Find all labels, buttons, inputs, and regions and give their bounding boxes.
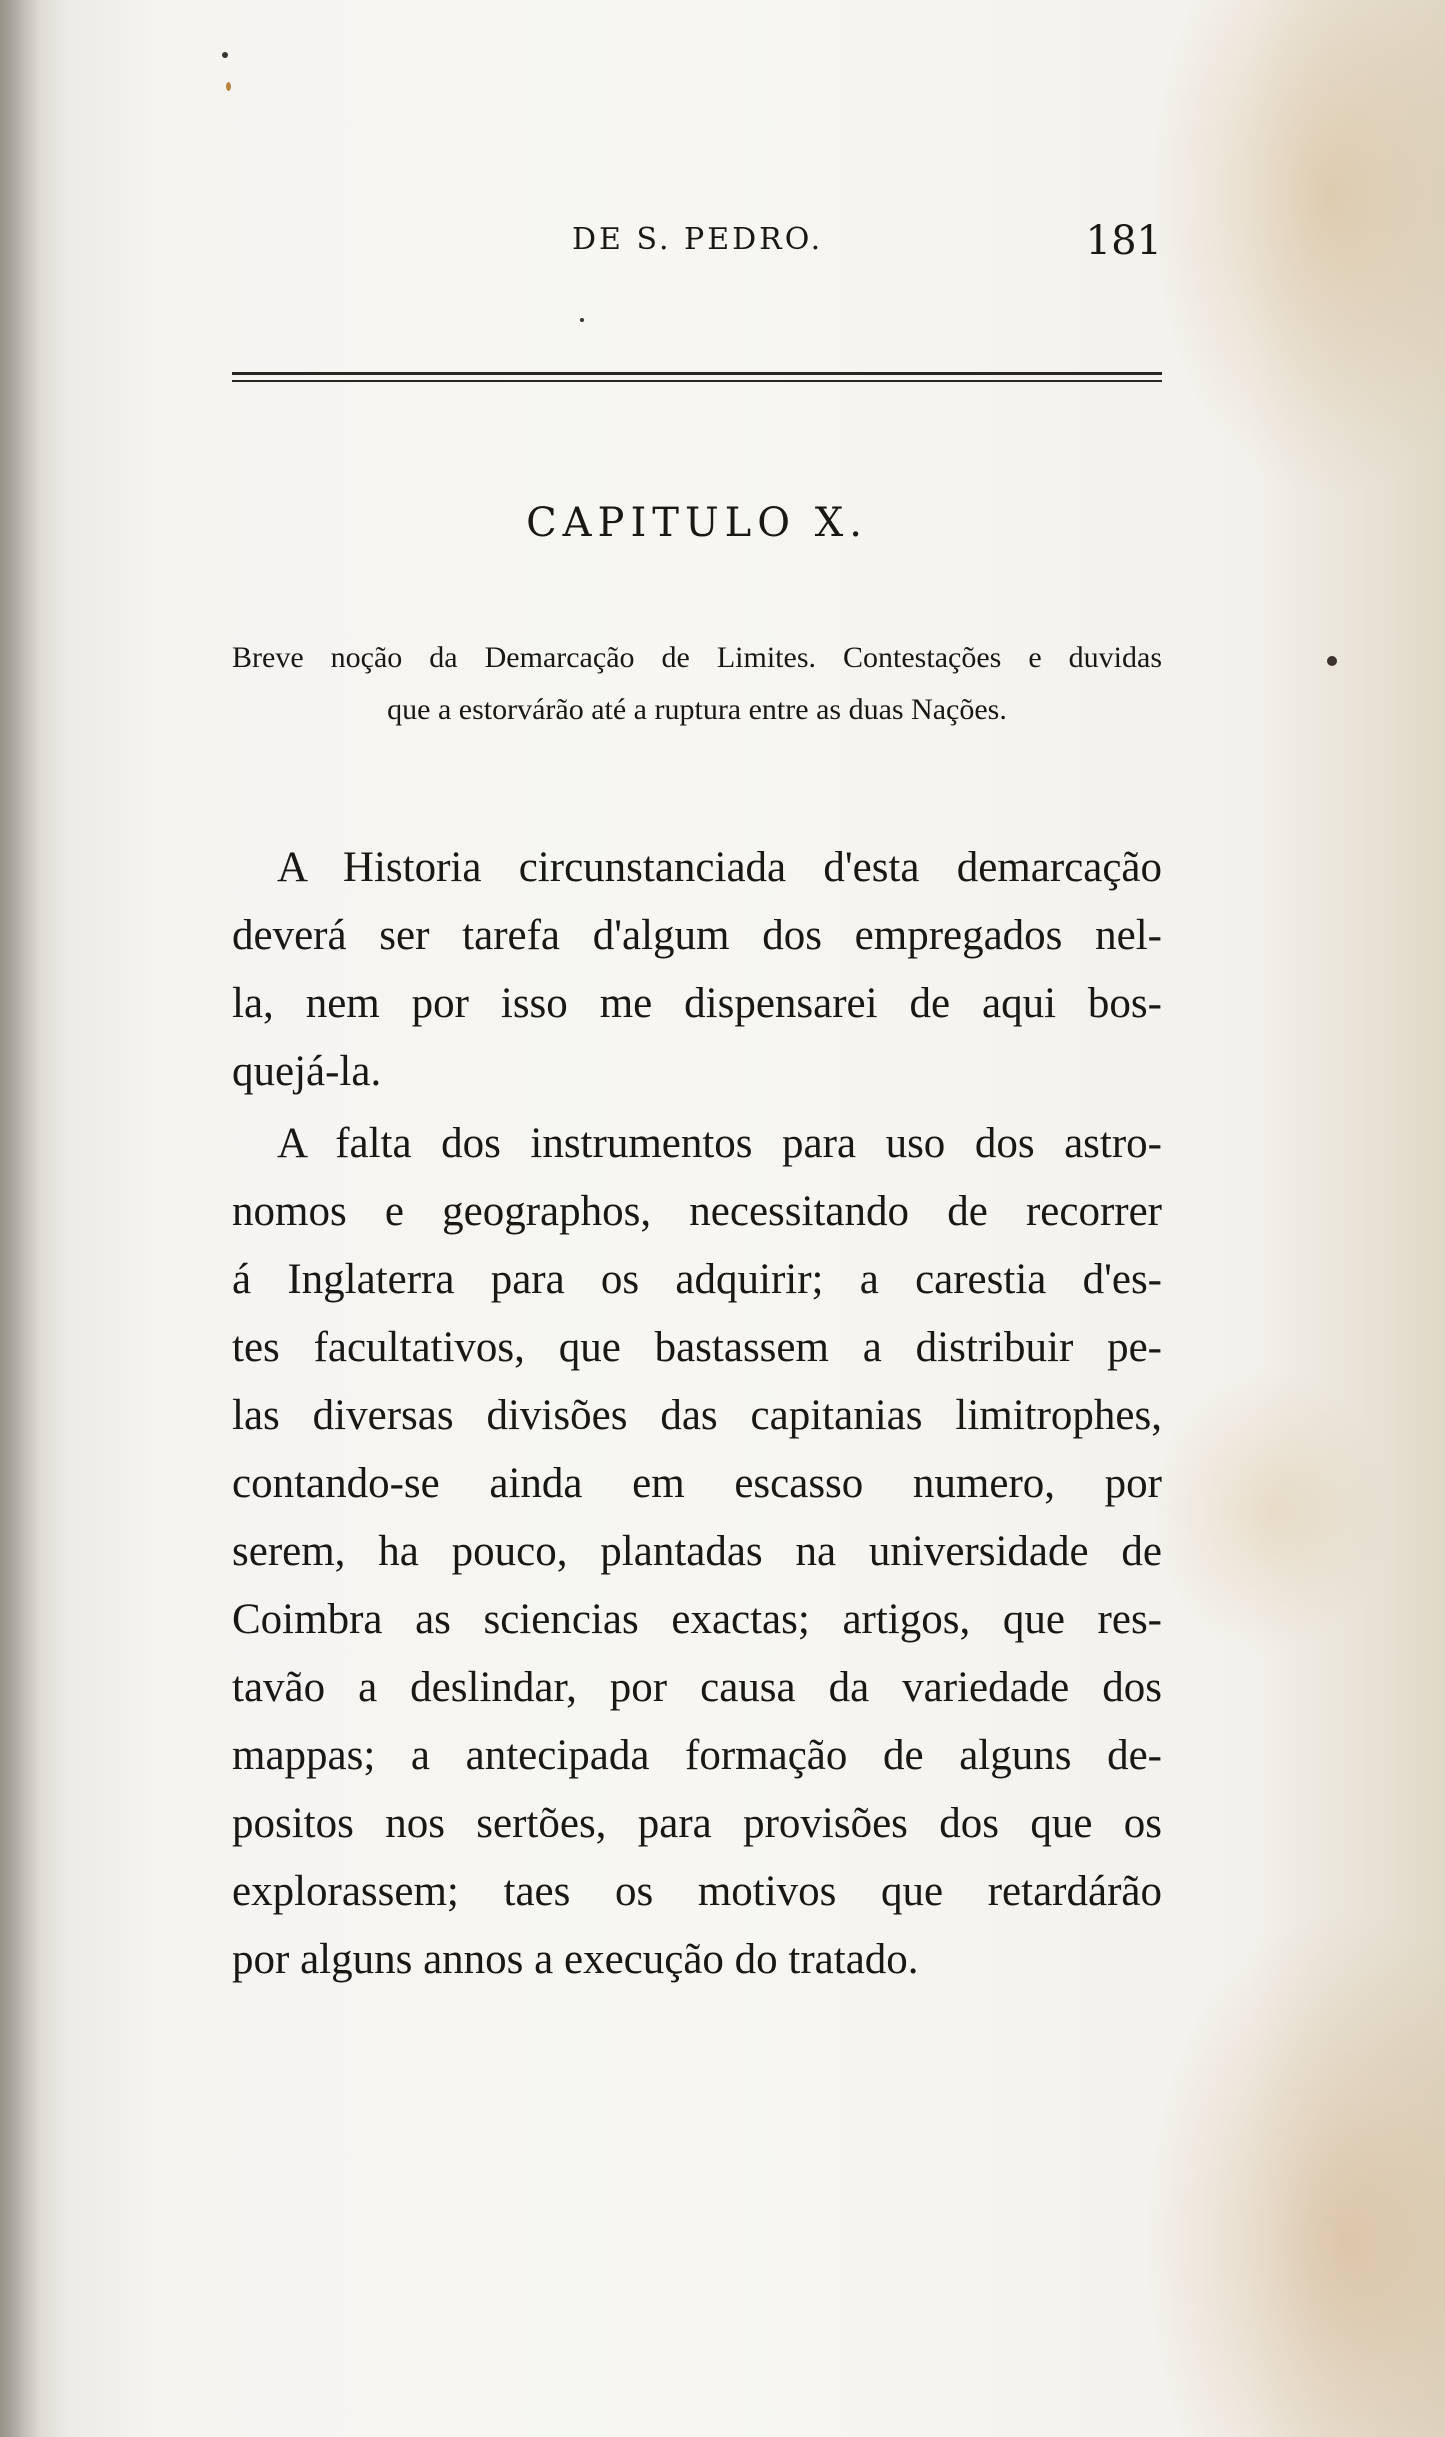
text-line: tes facultativos, que bastassem a distribuir pe- bbox=[232, 1324, 1162, 1371]
ink-speck bbox=[580, 318, 584, 322]
text-line: nomos e geographos, necessitando de recorrer bbox=[232, 1188, 1162, 1235]
text-line: las diversas divisões das capitanias limitrophes, bbox=[232, 1392, 1162, 1439]
text-line: A falta dos instrumentos para uso dos astro- bbox=[277, 1120, 1162, 1167]
text-line: Coimbra as sciencias exactas; artigos, que res- bbox=[232, 1596, 1162, 1643]
text-line: contando-se ainda em escasso numero, por bbox=[232, 1460, 1162, 1507]
text-line: por alguns annos a execução do tratado. bbox=[232, 1936, 919, 1983]
chapter-title: CAPITULO X. bbox=[526, 500, 868, 546]
ink-speck bbox=[222, 52, 228, 58]
page-number: 181 bbox=[1085, 218, 1162, 264]
page-gutter-shadow bbox=[0, 0, 40, 2437]
header-rule-bottom bbox=[232, 380, 1162, 382]
text-line: la, nem por isso me dispensarei de aqui bos- bbox=[232, 980, 1162, 1027]
chapter-summary-line: que a estorvárão até a ruptura entre as duas Nações. bbox=[387, 693, 1007, 726]
header-rule-top bbox=[232, 372, 1162, 375]
text-line: explorassem; taes os motivos que retardárão bbox=[232, 1868, 1162, 1915]
text-line: tavão a deslindar, por causa da variedade dos bbox=[232, 1664, 1162, 1711]
text-line: á Inglaterra para os adquirir; a carestia d'es- bbox=[232, 1256, 1162, 1303]
text-line: A Historia circunstanciada d'esta demarcação bbox=[277, 844, 1162, 891]
ink-speck bbox=[1327, 656, 1337, 666]
running-head bbox=[232, 218, 1162, 268]
ink-speck bbox=[226, 82, 231, 91]
chapter-summary-line: Breve noção da Demarcação de Limites. Contestações e duvidas bbox=[232, 641, 1162, 674]
running-title: DE S. PEDRO. bbox=[572, 222, 824, 257]
text-line: serem, ha pouco, plantadas na universidade de bbox=[232, 1528, 1162, 1575]
text-line: quejá-la. bbox=[232, 1048, 382, 1095]
text-line: positos nos sertões, para provisões dos que os bbox=[232, 1800, 1162, 1847]
text-line: mappas; a antecipada formação de alguns de- bbox=[232, 1732, 1162, 1779]
text-line: deverá ser tarefa d'algum dos empregados nel- bbox=[232, 912, 1162, 959]
